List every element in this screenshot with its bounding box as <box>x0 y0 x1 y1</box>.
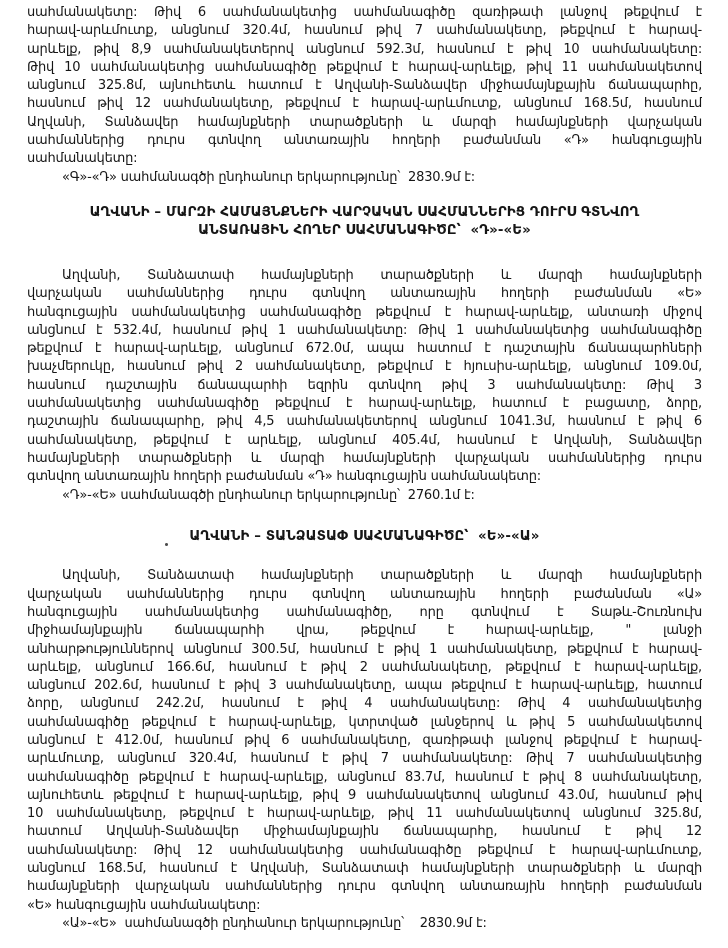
text-line: հատում Աղվանի-Տանձավեր միջհամայնքային ճանապարհը, հասնում է թիվ 12 <box>27 824 702 840</box>
scan-artifact-dot <box>165 543 168 546</box>
section-heading-d-e <box>27 204 702 241</box>
text-line: սահմանակետը: <box>27 151 138 167</box>
text-line: դաշտային ճանապարհը, թիվ 4,5 սահմանակետերով անցնում 1041.3մ, հասնում է թիվ 6 <box>27 414 702 430</box>
text-line: հանգուցային սահմանակետից սահմանագիծը, որը գտնվում է Տաթև-Շուռնուխ <box>27 604 702 620</box>
length-summary-g-d: «Գ»-«Դ» սահմանագծի ընդհանուր երկարությունը՝ 2830.9մ է: <box>62 169 475 185</box>
heading-line: ԱՂՎԱՆԻ – ՄԱՐԶԻ ՀԱՄԱՅՆՔՆԵՐԻ ՎԱՐՉԱԿԱՆ ՍԱՀՄԱՆՆԵՐԻՑ ԴՈՒՐՍ ԳՏՆՎՈՂ <box>89 204 640 220</box>
text-line: համայնքների վարչական սահմաններից դուրս գտնվող անտառային հողերի բաժանման <box>27 879 702 895</box>
text-line: ձորը, անցնում 242.2մ, հասնում է թիվ 4 սահմանակետը: Թիվ 4 սահմանակետից <box>27 696 702 712</box>
text-line: անցնում 325.8մ, այնուհետև հատում է Աղվանի-Տանձավեր միջհամայնքային ճանապարհը, <box>27 78 702 94</box>
text-line: սահմանակետը, թեքվում է արևելք, անցնում 405.4մ, հասնում է Աղվանի, Տանձավեր <box>27 432 702 448</box>
section-heading-e-a <box>27 528 702 547</box>
text-line: համայնքների տարածքների և մարզի համայնքների վարչական սահմաններից դուրս <box>27 450 702 466</box>
text-line: անցնում է 412.0մ, հասնում թիվ 6 սահմանակետը, զառիթափ լանջով թեքվում է հարավ- <box>27 733 702 748</box>
text-line: այնուհետև թեքվում է հարավ-արևելք, թիվ 9 սահմանակետով անցնում 43.0մ, հասնում թիվ <box>27 787 702 803</box>
text-line: արևելք, թիվ 8,9 սահմանակետերով անցնում 592.3մ, հասնում է թիվ 10 սահմանակետը: <box>27 41 702 57</box>
text-line: անցնում է 532.4մ, հասնում թիվ 1 սահմանակետը: Թիվ 1 սահմանակետից սահմանագիծը <box>27 322 702 338</box>
text-line: անցնում 202.6մ, հասնում է թիվ 3 սահմանակետը, ապա թեքվում է հարավ-արևելք, հատում <box>27 678 702 694</box>
text-line: արևմուտք, անցնում 320.4մ, հասնում է թիվ 7 սահմանակետը: Թիվ 7 սահմանակետից <box>27 751 702 767</box>
paragraph-boundary-e-a <box>27 567 702 933</box>
text-line: միջհամայնքային ճանապարհի վրա, թեքվում է հարավ-արևելք, " լանջի <box>27 623 702 639</box>
text-line: Աղվանի, Տանձատափ համայնքների տարածքների և մարզի համայնքների <box>62 568 702 584</box>
text-line: գտնվող անտառային հողերի բաժանման «Դ» հանգուցային սահմանակետը: <box>27 469 541 485</box>
text-line: սահմաններից դուրս գտնվող անտառային հողերի բաժանման «Դ» հանգուցային <box>27 133 702 149</box>
length-summary-e-a: «Ա»-«Ե» սահմանագծի ընդհանուր երկարությունը՝ 2830.9մ է: <box>62 915 487 931</box>
text-line: սահմանակետից սահմանագիծը թեքվում է հարավ-արևելք, հատում է բացատը, ձորը, <box>27 396 702 412</box>
text-line: վարչական սահմաններից դուրս գտնվող անտառային հողերի բաժանման «Ա» <box>27 586 702 602</box>
text-line: Թիվ 10 սահմանակետից սահմանագիծը թեքվում է հարավ-արևելք, թիվ 11 սահմանակետով <box>27 59 702 75</box>
text-line: հասնում թիվ 12 սահմանակետը, թեքվում է հարավ-արևմուտք, անցնում 168.5մ, հասնում <box>27 96 702 112</box>
paragraph-boundary-g-d <box>27 4 702 187</box>
text-line: հասնում դաշտային ճանապարհի եզրին գտնվող թիվ 3 սահմանակետը: Թիվ 3 <box>27 377 702 393</box>
text-line: սահմանագիծը թեքվում է հարավ-արևելք, կտրտված լանջերով և թիվ 5 սահմանակետով <box>27 714 702 730</box>
text-line: Աղվանի, Տանձավեր համայնքների տարածքների և մարզի համայնքների վարչական <box>27 114 702 130</box>
text-line: թեքվում է հարավ-արևելք, անցնում 672.0մ, ապա հատում է դաշտային ճանապարհների <box>27 341 702 357</box>
paragraph-boundary-d-e <box>27 267 702 505</box>
text-line: խաչմերուկը, հասնում թիվ 2 սահմանակետը, թեքվում է հյուսիս-արևելք, անցնում 109.0մ, <box>27 359 702 375</box>
text-line: անհարթություններով անցնում 300.5մ, հասնում է թիվ 1 սահմանակետը, թեքվում է հարավ- <box>27 641 702 657</box>
text-line: սահմանակետը: Թիվ 12 սահմանակետից սահմանագիծը թեքվում է հարավ-արևմուտք, <box>27 842 702 858</box>
text-line: հարավ-արևմուտք, անցնում 320.4մ, հասնում թիվ 7 սահմանակետը, թեքվում է հարավ- <box>27 23 702 39</box>
heading-line: ԱՂՎԱՆԻ – ՏԱՆՁԱՏԱՓ ՍԱՀՄԱՆԱԳԻԾԸ՝ «Ե»-«Ա» <box>189 528 540 544</box>
text-line: սահմանագիծը թեքվում է հարավ-արևելք, անցնում 83.7մ, հասնում է թիվ 8 սահմանակետը, <box>27 769 702 785</box>
text-line: արևելք, անցնում 166.6մ, հասնում է թիվ 2 սահմանակետը, թեքվում է հարավ-արևելք, <box>27 659 702 675</box>
heading-line: ԱՆՏԱՌԱՅԻՆ ՀՈՂԵՐ ՍԱՀՄԱՆԱԳԻԾԸ՝ «Դ»-«Ե» <box>198 223 531 239</box>
text-line: «Ե» հանգուցային սահմանակետը: <box>27 897 261 913</box>
text-line: անցնում 168.5մ, հասնում է Աղվանի, Տանձատափ համայնքների տարածքների և մարզի <box>27 861 702 877</box>
text-line: հանգուցային սահմանակետից սահմանագիծը թեքվում է հարավ-արևելք, անտառի միջով <box>27 304 702 320</box>
text-line: Աղվանի, Տանձատափ համայնքների տարածքների և մարզի համայնքների <box>62 267 702 283</box>
text-line: սահմանակետը: Թիվ 6 սահմանակետից սահմանագիծը զառիթափ լանջով թեքվում է <box>27 5 702 20</box>
text-line: 10 սահմանակետը, թեքվում է հարավ-արևելք, թիվ 11 սահմանակետով անցնում 325.8մ, <box>27 806 702 822</box>
length-summary-d-e: «Դ»-«Ե» սահմանագծի ընդհանուր երկարությունը՝ 2760.1մ է: <box>62 487 475 503</box>
text-line: վարչական սահմաններից դուրս գտնվող անտառային հողերի բաժանման «Ե» <box>27 286 702 302</box>
